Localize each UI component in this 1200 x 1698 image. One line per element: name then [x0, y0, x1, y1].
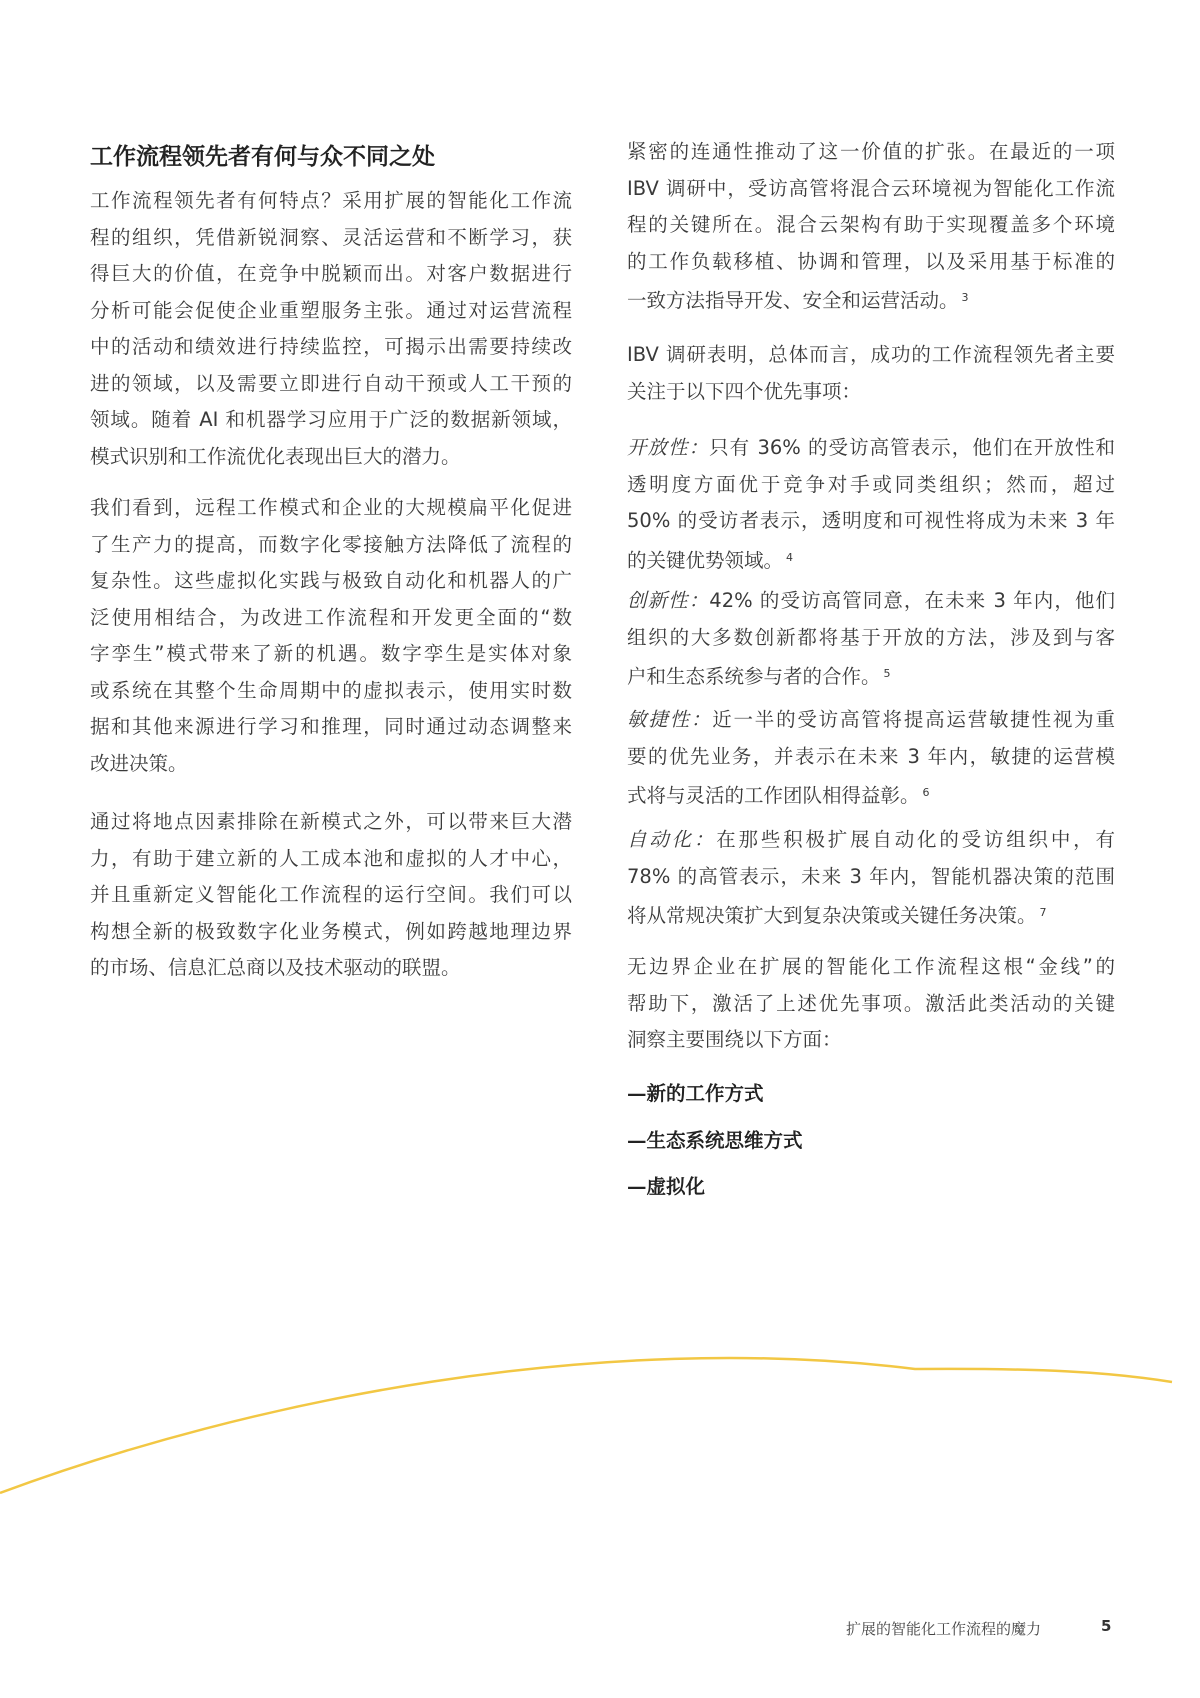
text-line — [90, 402, 572, 439]
line-text: 将从常规决策扩大到复杂决策或关键任务决策。 — [627, 904, 1037, 927]
lead-label: 敏捷性： — [627, 708, 713, 731]
paragraph — [627, 134, 1115, 317]
footnote-ref[interactable]: 7 — [1039, 906, 1047, 919]
line-text: 的关键优势领域。 — [627, 548, 784, 572]
line-text: 字孪生”模式带来了新的机遇。数字孪生是实体对象 — [90, 642, 572, 665]
text-line — [90, 746, 572, 783]
line-text: 构想全新的极致数字化业务模式，例如跨越地理边界 — [90, 919, 572, 943]
paragraph — [627, 822, 1115, 932]
text-line — [627, 859, 1115, 896]
section-heading: 工作流程领先者有何与众不同之处 — [90, 143, 435, 170]
line-text: 近一半的受访高管将提高运营敏捷性视为重 — [712, 708, 1115, 731]
paragraph — [627, 430, 1115, 576]
line-text: 一致方法指导开发、安全和运营活动。 — [627, 289, 959, 312]
footnote-ref[interactable]: 5 — [883, 667, 891, 680]
line-text: 据和其他来源进行学习和推理，同时通过动态调整来 — [90, 715, 572, 738]
text-line — [90, 709, 572, 746]
line-text: 程的关键所在。混合云架构有助于实现覆盖多个环境 — [627, 213, 1115, 236]
lead-label: 开放性： — [627, 436, 710, 459]
line-text: 透明度方面优于竞争对手或同类组织；然而，超过 — [627, 472, 1115, 496]
text-line — [627, 775, 1115, 812]
footnote-ref[interactable]: 4 — [786, 550, 794, 564]
text-line — [627, 986, 1115, 1023]
paragraph — [90, 490, 572, 782]
footnote-ref[interactable]: 6 — [922, 786, 930, 799]
line-text: 复杂性。这些虚拟化实践与极致自动化和机器人的广 — [90, 569, 572, 592]
line-text: IBV 调研中，受访高管将混合云环境视为智能化工作流 — [627, 176, 1115, 200]
line-text: 只有 36% 的受访高管表示，他们在开放性和 — [709, 436, 1115, 459]
line-text: 50% 的受访者表示，透明度和可视性将成为未来 3 年 — [627, 509, 1115, 532]
page-number: 5 — [1101, 1617, 1112, 1635]
text-line — [627, 134, 1115, 171]
text-line — [627, 467, 1115, 504]
text-line — [90, 329, 572, 366]
line-text: 户和生态系统参与者的合作。 — [627, 665, 881, 688]
line-text: 的工作负载移植、协调和管理，以及采用基于标准的 — [627, 249, 1115, 273]
text-line — [90, 841, 572, 878]
paragraph — [627, 337, 1115, 410]
text-line — [627, 337, 1115, 374]
text-line — [90, 490, 572, 527]
text-line — [627, 702, 1115, 739]
line-text: 了生产力的提高，而数字化零接触方法降低了流程的 — [90, 532, 572, 556]
line-text: 工作流程领先者有何特点？采用扩展的智能化工作流 — [90, 189, 572, 212]
paragraph — [90, 804, 572, 987]
line-text: 组织的大多数创新都将基于开放的方法，涉及到与客 — [627, 625, 1115, 649]
line-text: 无边界企业在扩展的智能化工作流程这根“金线”的 — [627, 955, 1115, 978]
line-text: 要的优先业务，并表示在未来 3 年内，敏捷的运营模 — [627, 744, 1115, 768]
paragraph — [627, 702, 1115, 812]
text-line — [627, 430, 1115, 467]
text-line — [90, 563, 572, 600]
text-line — [90, 439, 572, 476]
line-text: 分析可能会促使企业重塑服务主张。通过对运营流程 — [90, 298, 572, 322]
line-text: 领域。随着 AI 和机器学习应用于广泛的数据新领域， — [90, 408, 572, 431]
line-text: 紧密的连通性推动了这一价值的扩张。在最近的一项 — [627, 140, 1115, 163]
text-line — [627, 620, 1115, 657]
text-line — [627, 949, 1115, 986]
line-text: 力，有助于建立新的人工成本池和虚拟的人才中心， — [90, 846, 572, 870]
text-line — [627, 1022, 1115, 1059]
line-text: 42% 的受访高管同意，在未来 3 年内，他们 — [709, 589, 1115, 612]
line-text: 并且重新定义智能化工作流程的运行空间。我们可以 — [90, 883, 572, 906]
text-line — [90, 877, 572, 914]
lead-label: 自动化： — [627, 828, 717, 851]
line-text: 78% 的高管表示，未来 3 年内，智能机器决策的范围 — [627, 864, 1115, 888]
text-line — [90, 256, 572, 293]
text-line — [627, 822, 1115, 859]
text-line — [90, 600, 572, 637]
text-line — [627, 171, 1115, 208]
text-line — [90, 293, 572, 330]
text-line — [90, 804, 572, 841]
text-line — [90, 527, 572, 564]
line-text: 或系统在其整个生命周期中的虚拟表示，使用实时数 — [90, 678, 572, 702]
line-text: 我们看到，远程工作模式和企业的大规模扁平化促进 — [90, 496, 572, 519]
text-line — [627, 895, 1115, 932]
paragraph — [90, 183, 572, 475]
footnote-ref[interactable]: 3 — [961, 291, 969, 304]
line-text: 中的活动和绩效进行持续监控，可揭示出需要持续改 — [90, 335, 572, 358]
text-line — [627, 374, 1115, 411]
bullet-item: —虚拟化 — [627, 1175, 706, 1198]
line-text: 进的领域，以及需要立即进行自动干预或人工干预的 — [90, 371, 572, 395]
bullet-item: —生态系统思维方式 — [627, 1129, 803, 1152]
text-line — [627, 540, 1115, 577]
paragraph — [627, 583, 1115, 693]
text-line — [90, 673, 572, 710]
text-line — [627, 583, 1115, 620]
text-line — [627, 280, 1115, 317]
text-line — [90, 950, 572, 987]
line-text: 帮助下，激活了上述优先事项。激活此类活动的关键 — [627, 991, 1115, 1015]
line-text: IBV 调研表明，总体而言，成功的工作流程领先者主要 — [627, 343, 1115, 366]
line-text: 程的组织，凭借新锐洞察、灵活运营和不断学习，获 — [90, 225, 572, 249]
text-line — [627, 739, 1115, 776]
line-text: 关注于以下四个优先事项： — [627, 379, 862, 403]
footer-title: 扩展的智能化工作流程的魔力 — [846, 1620, 1042, 1638]
text-line — [627, 207, 1115, 244]
line-text: 的市场、信息汇总商以及技术驱动的联盟。 — [90, 956, 461, 979]
line-text: 改进决策。 — [90, 751, 188, 775]
lead-label: 创新性： — [627, 589, 710, 612]
line-text: 通过将地点因素排除在新模式之外，可以带来巨大潜 — [90, 810, 572, 833]
text-line — [627, 503, 1115, 540]
text-line — [90, 366, 572, 403]
text-line — [627, 244, 1115, 281]
line-text: 洞察主要围绕以下方面： — [627, 1028, 842, 1051]
text-line — [90, 183, 572, 220]
paragraph — [627, 949, 1115, 1059]
text-line — [627, 656, 1115, 693]
line-text: 式将与灵活的工作团队相得益彰。 — [627, 784, 920, 807]
line-text: 在那些积极扩展自动化的受访组织中，有 — [716, 828, 1115, 851]
text-line — [90, 220, 572, 257]
line-text: 泛使用相结合，为改进工作流程和开发更全面的“数 — [90, 605, 572, 629]
line-text: 得巨大的价值，在竞争中脱颖而出。对客户数据进行 — [90, 262, 572, 285]
bullet-item: —新的工作方式 — [627, 1082, 764, 1105]
text-line — [90, 914, 572, 951]
text-line — [90, 636, 572, 673]
line-text: 模式识别和工作流优化表现出巨大的潜力。 — [90, 444, 461, 468]
